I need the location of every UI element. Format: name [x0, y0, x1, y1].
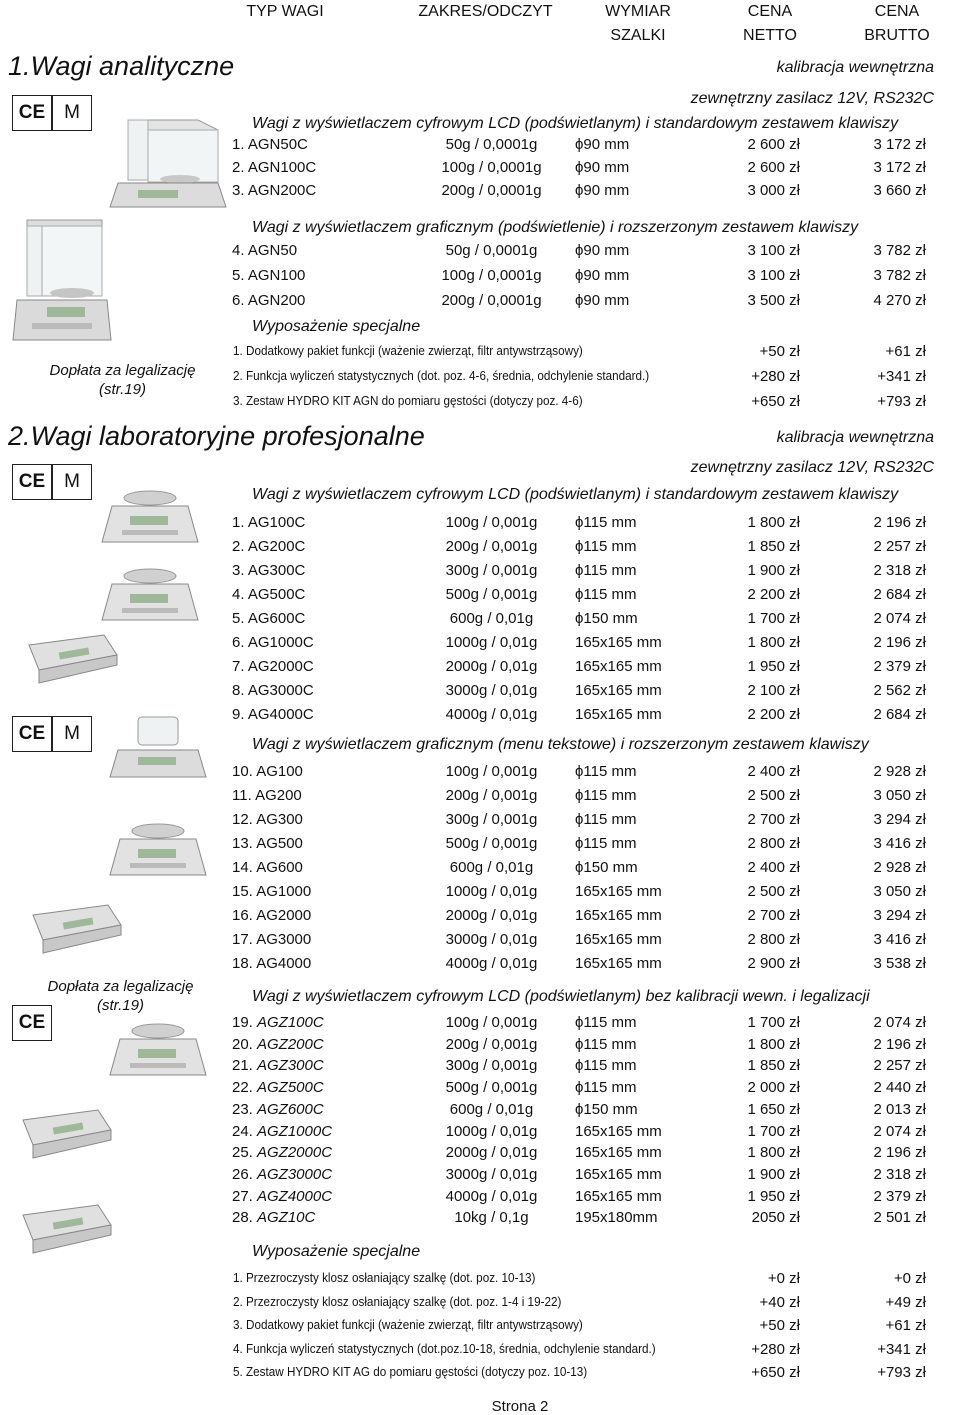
- row-pan-size: ϕ115 mm: [575, 586, 637, 603]
- section1-title: 1.Wagi analityczne: [8, 51, 235, 81]
- row-price-netto: 2 100 zł: [747, 682, 800, 699]
- accessory-price-brutto: +793 zł: [877, 1364, 926, 1381]
- row-model: 6. AG1000C: [232, 634, 314, 651]
- row-model: AGZ1000C: [257, 1122, 333, 1140]
- header-zakres: ZAKRES/ODCZYT: [418, 3, 553, 20]
- row-range: 4000g / 0,01g: [445, 955, 538, 972]
- row-range: 2000g / 0,01g: [445, 907, 538, 924]
- row-range: 10kg / 0,1g: [454, 1209, 529, 1227]
- row-range: 200g / 0,0001g: [441, 182, 542, 199]
- section2-subheading-3: Wagi z wyświetlaczem cyfrowym LCD (podświetlanym) bez kalibracji wewn. i legalizacji: [252, 988, 870, 1005]
- accessory-text: 3. Dodatkowy pakiet funkcji (ważenie zwierząt, filtr antywstrząsowy): [233, 1317, 583, 1332]
- section2-wyposazenie: Wyposażenie specjalne: [252, 1243, 421, 1260]
- accessory-price-netto: +280 zł: [751, 368, 800, 385]
- row-price-brutto: 3 172 zł: [873, 136, 926, 153]
- row-price-brutto: 2 013 zł: [873, 1100, 926, 1118]
- row-price-brutto: 2 257 zł: [873, 538, 926, 555]
- row-number: 28.: [232, 1209, 253, 1227]
- row-price-brutto: 3 050 zł: [873, 787, 926, 804]
- table-row: [0, 634, 960, 658]
- header-brutto: [852, 0, 942, 48]
- accessory-row: [0, 1270, 960, 1292]
- table-row: [0, 1123, 960, 1147]
- row-price-brutto: 2 928 zł: [873, 763, 926, 780]
- row-price-brutto: 3 416 zł: [873, 931, 926, 948]
- row-range: 1000g / 0,01g: [445, 1122, 538, 1140]
- row-model: 1. AGN50C: [232, 136, 308, 153]
- row-price-brutto: 3 660 zł: [873, 182, 926, 199]
- row-price-brutto: 3 538 zł: [873, 955, 926, 972]
- row-pan-size: ϕ115 mm: [575, 787, 637, 804]
- row-pan-size: ϕ150 mm: [575, 1100, 638, 1118]
- row-model: 11. AG200: [232, 787, 302, 804]
- row-price-brutto: 2 196 zł: [873, 1035, 926, 1053]
- row-price-brutto: 3 050 zł: [873, 883, 926, 900]
- m-mark-icon: M: [52, 464, 92, 500]
- row-price-netto: 2 900 zł: [747, 955, 800, 972]
- table-row: [0, 835, 960, 859]
- row-price-netto: 1 700 zł: [747, 1122, 800, 1140]
- accessory-price-netto: +50 zł: [759, 343, 800, 360]
- row-pan-size: 165x165 mm: [575, 1144, 662, 1162]
- row-pan-size: ϕ90 mm: [575, 182, 630, 199]
- section1-doplata: [30, 361, 215, 399]
- row-price-brutto: 3 172 zł: [873, 159, 926, 176]
- table-row: [0, 159, 960, 183]
- row-pan-size: ϕ115 mm: [575, 1057, 637, 1075]
- table-row: [0, 514, 960, 538]
- row-model: 5. AG600C: [232, 610, 306, 627]
- row-model: 15. AG1000: [232, 883, 312, 900]
- row-pan-size: ϕ115 mm: [575, 514, 637, 531]
- m-mark-icon: M: [52, 716, 92, 752]
- row-number: 23.: [232, 1100, 253, 1118]
- section2-doplata-line1: Dopłata za legalizację: [47, 978, 194, 995]
- header-netto-line2: NETTO: [743, 27, 797, 44]
- table-row: [0, 787, 960, 811]
- accessory-row: [0, 1364, 960, 1386]
- row-price-netto: 2 600 zł: [747, 136, 800, 153]
- row-model: 14. AG600: [232, 859, 303, 876]
- row-range: 3000g / 0,01g: [445, 1165, 538, 1183]
- row-number: 24.: [232, 1122, 253, 1140]
- row-pan-size: ϕ115 mm: [575, 1035, 637, 1053]
- table-row: [0, 267, 960, 291]
- row-price-netto: 1 900 zł: [747, 562, 800, 579]
- section2-subheading-2: Wagi z wyświetlaczem graficznym (menu tekstowe) i rozszerzonym zestawem klawiszy: [252, 736, 869, 753]
- section2-zasilacz: zewnętrzny zasilacz 12V, RS232C: [690, 459, 934, 476]
- row-price-brutto: 2 318 zł: [873, 1165, 926, 1183]
- row-range: 3000g / 0,01g: [445, 682, 538, 699]
- row-price-netto: 1 850 zł: [747, 1057, 800, 1075]
- row-range: 50g / 0,0001g: [445, 242, 538, 259]
- row-pan-size: ϕ115 mm: [575, 835, 637, 852]
- row-range: 100g / 0,001g: [445, 763, 538, 780]
- row-model: 1. AG100C: [232, 514, 306, 531]
- table-row: [0, 1101, 960, 1125]
- ce-mark-icon: CE: [12, 464, 52, 500]
- row-model: AGZ600C: [257, 1100, 324, 1118]
- table-row: [0, 682, 960, 706]
- row-model: 16. AG2000: [232, 907, 312, 924]
- row-price-brutto: 2 684 zł: [873, 586, 926, 603]
- row-pan-size: ϕ115 mm: [575, 1014, 637, 1031]
- row-pan-size: 195x180mm: [575, 1209, 658, 1227]
- row-model: 17. AG3000: [232, 931, 312, 948]
- row-price-netto: 1 900 zł: [747, 1165, 800, 1183]
- row-price-netto: 2 400 zł: [747, 763, 800, 780]
- table-row: [0, 1166, 960, 1190]
- row-pan-size: ϕ90 mm: [575, 267, 630, 284]
- row-price-brutto: 2 379 zł: [873, 658, 926, 675]
- row-range: 1000g / 0,01g: [445, 883, 538, 900]
- row-range: 1000g / 0,01g: [445, 634, 538, 651]
- table-row: [0, 1014, 960, 1038]
- row-range: 600g / 0,01g: [449, 1100, 534, 1118]
- accessory-price-brutto: +61 zł: [885, 1317, 926, 1334]
- table-row: [0, 1209, 960, 1233]
- row-price-brutto: 3 294 zł: [873, 907, 926, 924]
- row-model: AGZ100C: [257, 1014, 324, 1031]
- row-model: 8. AG3000C: [232, 682, 314, 699]
- table-row: [0, 883, 960, 907]
- row-price-brutto: 2 684 zł: [873, 706, 926, 723]
- accessory-text: 4. Funkcja wyliczeń statystycznych (dot.poz.10-18, średnia, odchylenie standard.): [233, 1340, 656, 1356]
- row-price-netto: 2 200 zł: [747, 586, 800, 603]
- accessory-price-brutto: +793 zł: [877, 393, 926, 410]
- row-price-netto: 2 600 zł: [747, 159, 800, 176]
- row-pan-size: 165x165 mm: [575, 682, 662, 699]
- row-price-netto: 2 000 zł: [747, 1079, 800, 1097]
- section2-kalibracja: kalibracja wewnętrzna: [776, 429, 934, 446]
- row-price-netto: 2 500 zł: [747, 883, 800, 900]
- row-model: 2. AGN100C: [232, 159, 317, 176]
- accessory-price-netto: +280 zł: [751, 1340, 800, 1358]
- row-range: 100g / 0,0001g: [441, 159, 542, 176]
- row-model: 3. AG300C: [232, 562, 306, 579]
- row-price-brutto: 3 782 zł: [873, 267, 926, 284]
- row-model: 13. AG500: [232, 835, 303, 852]
- row-model: 10. AG100: [232, 763, 303, 780]
- row-price-brutto: 2 379 zł: [873, 1187, 926, 1205]
- row-price-netto: 3 500 zł: [747, 292, 800, 309]
- row-pan-size: ϕ150 mm: [575, 610, 638, 627]
- row-price-brutto: 2 074 zł: [873, 1122, 926, 1140]
- row-model: 6. AGN200: [232, 292, 306, 309]
- accessory-text: 2. Przezroczysty klosz osłaniający szalkę (dot. poz. 1-4 i 19-22): [233, 1293, 562, 1309]
- row-pan-size: ϕ90 mm: [575, 136, 630, 153]
- section1-doplata-line1: Dopłata za legalizację: [49, 362, 196, 379]
- row-range: 100g / 0,001g: [445, 1014, 538, 1031]
- row-pan-size: ϕ90 mm: [575, 242, 630, 259]
- table-row: [0, 907, 960, 931]
- row-number: 22.: [232, 1079, 253, 1097]
- section2-title: 2.Wagi laboratoryjne profesjonalne: [8, 421, 425, 451]
- row-price-netto: 1 800 zł: [747, 1144, 800, 1162]
- row-model: 2. AG200C: [232, 538, 306, 555]
- header-wymiar: [588, 0, 688, 48]
- row-pan-size: 165x165 mm: [575, 1165, 662, 1183]
- row-range: 600g / 0,01g: [449, 859, 534, 876]
- row-pan-size: 165x165 mm: [575, 634, 662, 651]
- row-model: AGZ4000C: [257, 1187, 333, 1205]
- row-model: AGZ2000C: [257, 1144, 333, 1162]
- row-range: 200g / 0,001g: [445, 538, 538, 555]
- row-model: AGZ3000C: [257, 1165, 333, 1183]
- section1-wyposazenie: Wyposażenie specjalne: [252, 318, 421, 335]
- row-price-brutto: 4 270 zł: [873, 292, 926, 309]
- row-range: 500g / 0,001g: [445, 586, 538, 603]
- row-price-brutto: 2 074 zł: [873, 1014, 926, 1031]
- row-model: 12. AG300: [232, 811, 303, 828]
- header-netto-line1: CENA: [747, 3, 793, 20]
- row-range: 600g / 0,01g: [449, 610, 534, 627]
- table-row: [0, 242, 960, 266]
- row-model: 4. AGN50: [232, 242, 298, 259]
- row-number: 20.: [232, 1035, 253, 1053]
- row-price-brutto: 2 196 zł: [873, 1144, 926, 1162]
- row-pan-size: 165x165 mm: [575, 1187, 662, 1205]
- table-row: [0, 931, 960, 955]
- row-price-netto: 1 800 zł: [747, 634, 800, 651]
- table-row: [0, 1188, 960, 1212]
- row-range: 200g / 0,001g: [445, 1035, 538, 1053]
- page-number: Strona 2: [491, 1398, 549, 1415]
- row-pan-size: ϕ115 mm: [575, 538, 637, 555]
- row-price-netto: 2 500 zł: [747, 787, 800, 804]
- row-price-netto: 2 700 zł: [747, 811, 800, 828]
- accessory-price-netto: +650 zł: [751, 1364, 800, 1381]
- accessory-price-netto: +50 zł: [759, 1317, 800, 1334]
- section1-subheading-2: Wagi z wyświetlaczem graficznym (podświetlenie) i rozszerzonym zestawem klawiszy: [252, 219, 859, 236]
- table-row: [0, 955, 960, 979]
- row-range: 2000g / 0,01g: [445, 1144, 538, 1162]
- row-price-brutto: 2 501 zł: [873, 1209, 926, 1227]
- row-model: AGZ200C: [257, 1035, 324, 1053]
- header-brutto-line2: BRUTTO: [864, 27, 930, 44]
- row-range: 100g / 0,0001g: [441, 267, 542, 284]
- row-range: 200g / 0,001g: [445, 787, 538, 804]
- table-row: [0, 136, 960, 160]
- row-range: 300g / 0,001g: [445, 1057, 538, 1075]
- row-number: 27.: [232, 1187, 253, 1205]
- row-pan-size: 165x165 mm: [575, 706, 662, 723]
- accessory-text: 5. Zestaw HYDRO KIT AG do pomiaru gęstości (dotyczy poz. 10-13): [233, 1364, 588, 1379]
- row-range: 300g / 0,001g: [445, 811, 538, 828]
- row-pan-size: ϕ115 mm: [575, 763, 637, 780]
- row-model: AGZ500C: [257, 1079, 324, 1097]
- table-row: [0, 1144, 960, 1168]
- row-price-netto: 1 650 zł: [747, 1100, 800, 1118]
- accessory-text: 1. Przezroczysty klosz osłaniający szalkę (dot. poz. 10-13): [233, 1270, 536, 1285]
- ce-mark-icon: CE: [12, 1005, 52, 1041]
- row-price-netto: 1 850 zł: [747, 538, 800, 555]
- table-row: [0, 859, 960, 883]
- row-pan-size: 165x165 mm: [575, 931, 662, 948]
- section2-doplata-line2: (str.19): [97, 997, 144, 1014]
- row-range: 3000g / 0,01g: [445, 931, 538, 948]
- row-price-brutto: 2 562 zł: [873, 682, 926, 699]
- table-row: [0, 538, 960, 562]
- row-model: 9. AG4000C: [232, 706, 314, 723]
- row-price-brutto: 2 074 zł: [873, 610, 926, 627]
- row-number: 26.: [232, 1165, 253, 1183]
- row-price-netto: 2 700 zł: [747, 907, 800, 924]
- row-range: 200g / 0,0001g: [441, 292, 542, 309]
- accessory-price-brutto: +61 zł: [885, 343, 926, 360]
- row-model: AGZ300C: [257, 1057, 324, 1075]
- table-row: [0, 182, 960, 206]
- row-range: 100g / 0,001g: [445, 514, 538, 531]
- table-row: [0, 562, 960, 586]
- row-pan-size: 165x165 mm: [575, 883, 662, 900]
- row-model: 4. AG500C: [232, 586, 306, 603]
- row-pan-size: ϕ150 mm: [575, 859, 638, 876]
- row-range: 4000g / 0,01g: [445, 706, 538, 723]
- ce-mark-icon: CE: [12, 716, 52, 752]
- row-price-netto: 1 950 zł: [747, 658, 800, 675]
- row-price-brutto: 3 294 zł: [873, 811, 926, 828]
- row-price-netto: 2 400 zł: [747, 859, 800, 876]
- row-range: 50g / 0,0001g: [445, 136, 538, 153]
- accessory-price-netto: +40 zł: [759, 1293, 800, 1311]
- row-pan-size: ϕ90 mm: [575, 159, 630, 176]
- row-price-netto: 2 200 zł: [747, 706, 800, 723]
- accessory-row: [0, 1317, 960, 1339]
- accessory-text: 2. Funkcja wyliczeń statystycznych (dot. poz. 4-6, średnia, odchylenie standard.): [233, 368, 650, 383]
- row-price-brutto: 2 196 zł: [873, 634, 926, 651]
- row-price-netto: 1 800 zł: [747, 514, 800, 531]
- m-mark-icon: M: [52, 95, 92, 131]
- row-price-netto: 2050 zł: [751, 1209, 800, 1227]
- table-row: [0, 1057, 960, 1081]
- accessory-price-netto: +650 zł: [751, 393, 800, 410]
- row-price-netto: 1 950 zł: [747, 1187, 800, 1205]
- header-netto: [728, 0, 812, 48]
- row-price-brutto: 3 416 zł: [873, 835, 926, 852]
- row-price-netto: 3 000 zł: [747, 182, 800, 199]
- row-range: 4000g / 0,01g: [445, 1187, 538, 1205]
- row-price-netto: 3 100 zł: [747, 267, 800, 284]
- header-wymiar-line2: SZALKI: [610, 27, 666, 44]
- row-price-netto: 3 100 zł: [747, 242, 800, 259]
- row-pan-size: ϕ115 mm: [575, 811, 637, 828]
- accessory-text: 1. Dodatkowy pakiet funkcji (ważenie zwierząt, filtr antywstrząsowy): [233, 343, 583, 358]
- header-brutto-line1: CENA: [874, 3, 920, 20]
- ce-mark-icon: CE: [12, 95, 52, 131]
- section1-zasilacz: zewnętrzny zasilacz 12V, RS232C: [690, 90, 934, 107]
- row-price-netto: 1 700 zł: [747, 610, 800, 627]
- row-price-netto: 2 800 zł: [747, 835, 800, 852]
- accessory-text: 3. Zestaw HYDRO KIT AGN do pomiaru gęstości (dotyczy poz. 4-6): [233, 393, 583, 408]
- section2-subheading-1: Wagi z wyświetlaczem cyfrowym LCD (podświetlanym) i standardowym zestawem klawiszy: [252, 486, 899, 503]
- row-range: 300g / 0,001g: [445, 562, 538, 579]
- row-price-brutto: 2 257 zł: [873, 1057, 926, 1075]
- row-pan-size: 165x165 mm: [575, 955, 662, 972]
- row-price-netto: 2 800 zł: [747, 931, 800, 948]
- accessory-price-brutto: +49 zł: [885, 1293, 926, 1311]
- row-price-brutto: 2 318 zł: [873, 562, 926, 579]
- accessory-price-netto: +0 zł: [767, 1270, 800, 1287]
- row-model: 5. AGN100: [232, 267, 306, 284]
- table-row: [0, 763, 960, 787]
- accessory-row: [0, 1341, 960, 1363]
- table-row: [0, 811, 960, 835]
- header-wymiar-line1: WYMIAR: [605, 3, 671, 20]
- row-price-brutto: 2 928 zł: [873, 859, 926, 876]
- section1-doplata-line2: (str.19): [99, 381, 146, 398]
- row-range: 500g / 0,001g: [445, 835, 538, 852]
- table-row: [0, 706, 960, 730]
- row-range: 500g / 0,001g: [445, 1079, 538, 1097]
- section2-doplata: [28, 977, 213, 1015]
- row-number: 25.: [232, 1144, 253, 1162]
- table-row: [0, 1036, 960, 1060]
- row-pan-size: 165x165 mm: [575, 658, 662, 675]
- row-price-brutto: 3 782 zł: [873, 242, 926, 259]
- row-number: 19.: [232, 1014, 253, 1031]
- row-range: 2000g / 0,01g: [445, 658, 538, 675]
- row-price-netto: 1 800 zł: [747, 1035, 800, 1053]
- accessory-row: [0, 1294, 960, 1316]
- row-price-brutto: 2 440 zł: [873, 1079, 926, 1097]
- accessory-price-brutto: +341 zł: [877, 368, 926, 385]
- table-row: [0, 658, 960, 682]
- section1-subheading-1: Wagi z wyświetlaczem cyfrowym LCD (podświetlanym) i standardowym zestawem klawiszy: [252, 115, 899, 132]
- row-number: 21.: [232, 1057, 253, 1075]
- accessory-price-brutto: +341 zł: [877, 1340, 926, 1358]
- row-pan-size: ϕ115 mm: [575, 1079, 637, 1097]
- header-typ-wagi: TYP WAGI: [246, 3, 324, 20]
- table-row: [0, 586, 960, 610]
- row-pan-size: 165x165 mm: [575, 907, 662, 924]
- row-pan-size: ϕ90 mm: [575, 292, 630, 309]
- row-price-netto: 1 700 zł: [747, 1014, 800, 1031]
- table-row: [0, 1079, 960, 1103]
- section1-kalibracja: kalibracja wewnętrzna: [776, 59, 934, 76]
- row-pan-size: ϕ115 mm: [575, 562, 637, 579]
- row-model: AGZ10C: [257, 1209, 316, 1227]
- table-row: [0, 610, 960, 634]
- row-model: 3. AGN200C: [232, 182, 317, 199]
- table-row: [0, 292, 960, 316]
- row-price-brutto: 2 196 zł: [873, 514, 926, 531]
- row-model: 18. AG4000: [232, 955, 312, 972]
- row-pan-size: 165x165 mm: [575, 1122, 662, 1140]
- accessory-price-brutto: +0 zł: [893, 1270, 926, 1287]
- row-model: 7. AG2000C: [232, 658, 314, 675]
